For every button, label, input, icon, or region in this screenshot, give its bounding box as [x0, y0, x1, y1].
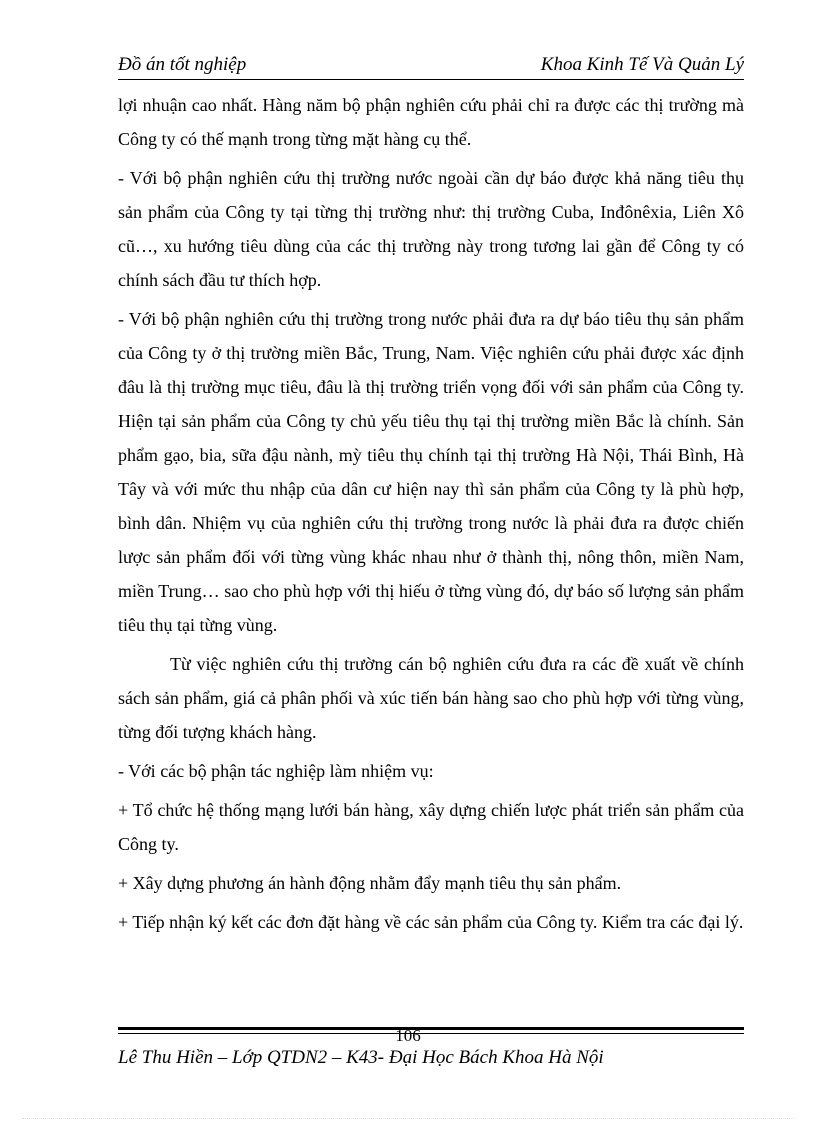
paragraph-profit-continuation: lợi nhuận cao nhất. Hàng năm bộ phận nghiên cứu phải chỉ ra được các thị trường mà Công ty có thế mạnh trong từng mặt hàng cụ thể. — [118, 95, 744, 149]
page-edge-marker — [22, 1118, 794, 1119]
paragraph-foreign-market-research: - Với bộ phận nghiên cứu thị trường nước ngoài cần dự báo được khả năng tiêu thụ sản phẩm của Công ty tại từng thị trường như: thị trường Cuba, Inđônêxia, Liên Xô cũ…, xu hướng tiêu dùng của các thị trường này trong tương lai gần để Công ty có chính sách đầu tư thích hợp. — [118, 168, 744, 290]
page-number: 106 — [395, 1026, 421, 1045]
header-document-type: Đồ án tốt nghiệp — [118, 54, 247, 75]
footer-author-line: Lê Thu Hiền – Lớp QTDN2 – K43- Đại Học Bách Khoa Hà Nội — [118, 1047, 604, 1068]
paragraph-operational-units: - Với các bộ phận tác nghiệp làm nhiệm vụ: — [118, 761, 434, 781]
header-divider — [118, 79, 744, 80]
page-header — [118, 50, 744, 80]
list-item-action-plan: + Xây dựng phương án hành động nhằm đẩy mạnh tiêu thụ sản phẩm. — [118, 873, 622, 893]
list-item-order-intake: + Tiếp nhận ký kết các đơn đặt hàng về các sản phẩm của Công ty. Kiểm tra các đại lý. — [118, 912, 744, 932]
page-body — [118, 88, 744, 944]
paragraph-domestic-market-research: - Với bộ phận nghiên cứu thị trường trong nước phải đưa ra dự báo tiêu thụ sản phẩm của Công ty ở thị trường miền Bắc, Trung, Nam. Việc nghiên cứu phải được xác định đâu là thị trường mục tiêu, đâu là thị trường triển vọng đối với sản phẩm của Công ty. Hiện tại sản phẩm của Công ty chủ yếu tiêu thụ tại thị trường miền Bắc là chính. Sản phẩm gạo, bia, sữa đậu nành, mỳ tiêu thụ chính tại thị trường Hà Nội, Thái Bình, Hà Tây và với mức thu nhập của dân cư hiện nay thì sản phẩm của Công ty là phù hợp, bình dân. Nhiệm vụ của nghiên cứu thị trường trong nước là phải đưa ra được chiến lược sản phẩm đối với từng vùng khác nhau như ở thành thị, nông thôn, miền Nam, miền Trung… sao cho phù hợp với thị hiếu ở từng vùng đó, dự báo số lượng sản phẩm tiêu thụ tại từng vùng. — [118, 309, 744, 635]
list-item-sales-network: + Tổ chức hệ thống mạng lưới bán hàng, xây dựng chiến lược phát triển sản phẩm của Công ty. — [118, 800, 744, 854]
paragraph-research-proposals: Từ việc nghiên cứu thị trường cán bộ nghiên cứu đưa ra các đề xuất về chính sách sản phẩm, giá cả phân phối và xúc tiến bán hàng sao cho phù hợp với từng vùng, từng đối tượng khách hàng. — [118, 654, 744, 742]
header-faculty: Khoa Kinh Tế Và Quản Lý — [540, 54, 744, 75]
